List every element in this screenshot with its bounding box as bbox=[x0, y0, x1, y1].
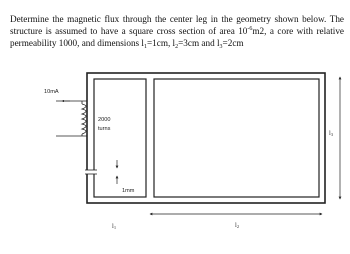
problem-text-5: =2cm bbox=[222, 38, 244, 48]
l2-sub: 2 bbox=[236, 224, 240, 229]
area-exponent: -6 bbox=[247, 26, 253, 32]
problem-text-3: =1cm, l bbox=[146, 38, 176, 48]
l3-base: l bbox=[329, 130, 331, 137]
l1-label bbox=[112, 223, 116, 230]
air-gap bbox=[86, 170, 96, 174]
problem-text-4: =3cm and l bbox=[178, 38, 220, 48]
l3-subscript: 3 bbox=[219, 44, 223, 50]
core-window-left bbox=[94, 79, 146, 197]
l2-base: l bbox=[235, 222, 237, 229]
l2-label bbox=[235, 222, 239, 229]
l3-sub: 3 bbox=[330, 132, 334, 137]
turns-value: 2000 bbox=[98, 117, 111, 123]
l1-base: l bbox=[112, 223, 114, 230]
l2-subscript: 2 bbox=[175, 44, 179, 50]
problem-text-2: m2, a core with relative permeability 1000, and dimensions l bbox=[10, 26, 344, 48]
coil bbox=[56, 101, 87, 136]
l1-subscript: 1 bbox=[143, 44, 147, 50]
core-outer bbox=[87, 73, 325, 203]
problem-text-1: Determine the magnetic flux through the center leg in the geometry shown below. The structure is assumed to have a square cross section of area 10 bbox=[10, 14, 344, 36]
gap-label: 1mm bbox=[122, 188, 135, 194]
current-label: 10mA bbox=[44, 89, 59, 95]
l3-label bbox=[329, 130, 333, 137]
turns-unit: turns bbox=[98, 126, 111, 132]
l1-sub: 1 bbox=[113, 225, 117, 230]
core-window-right bbox=[154, 79, 319, 197]
